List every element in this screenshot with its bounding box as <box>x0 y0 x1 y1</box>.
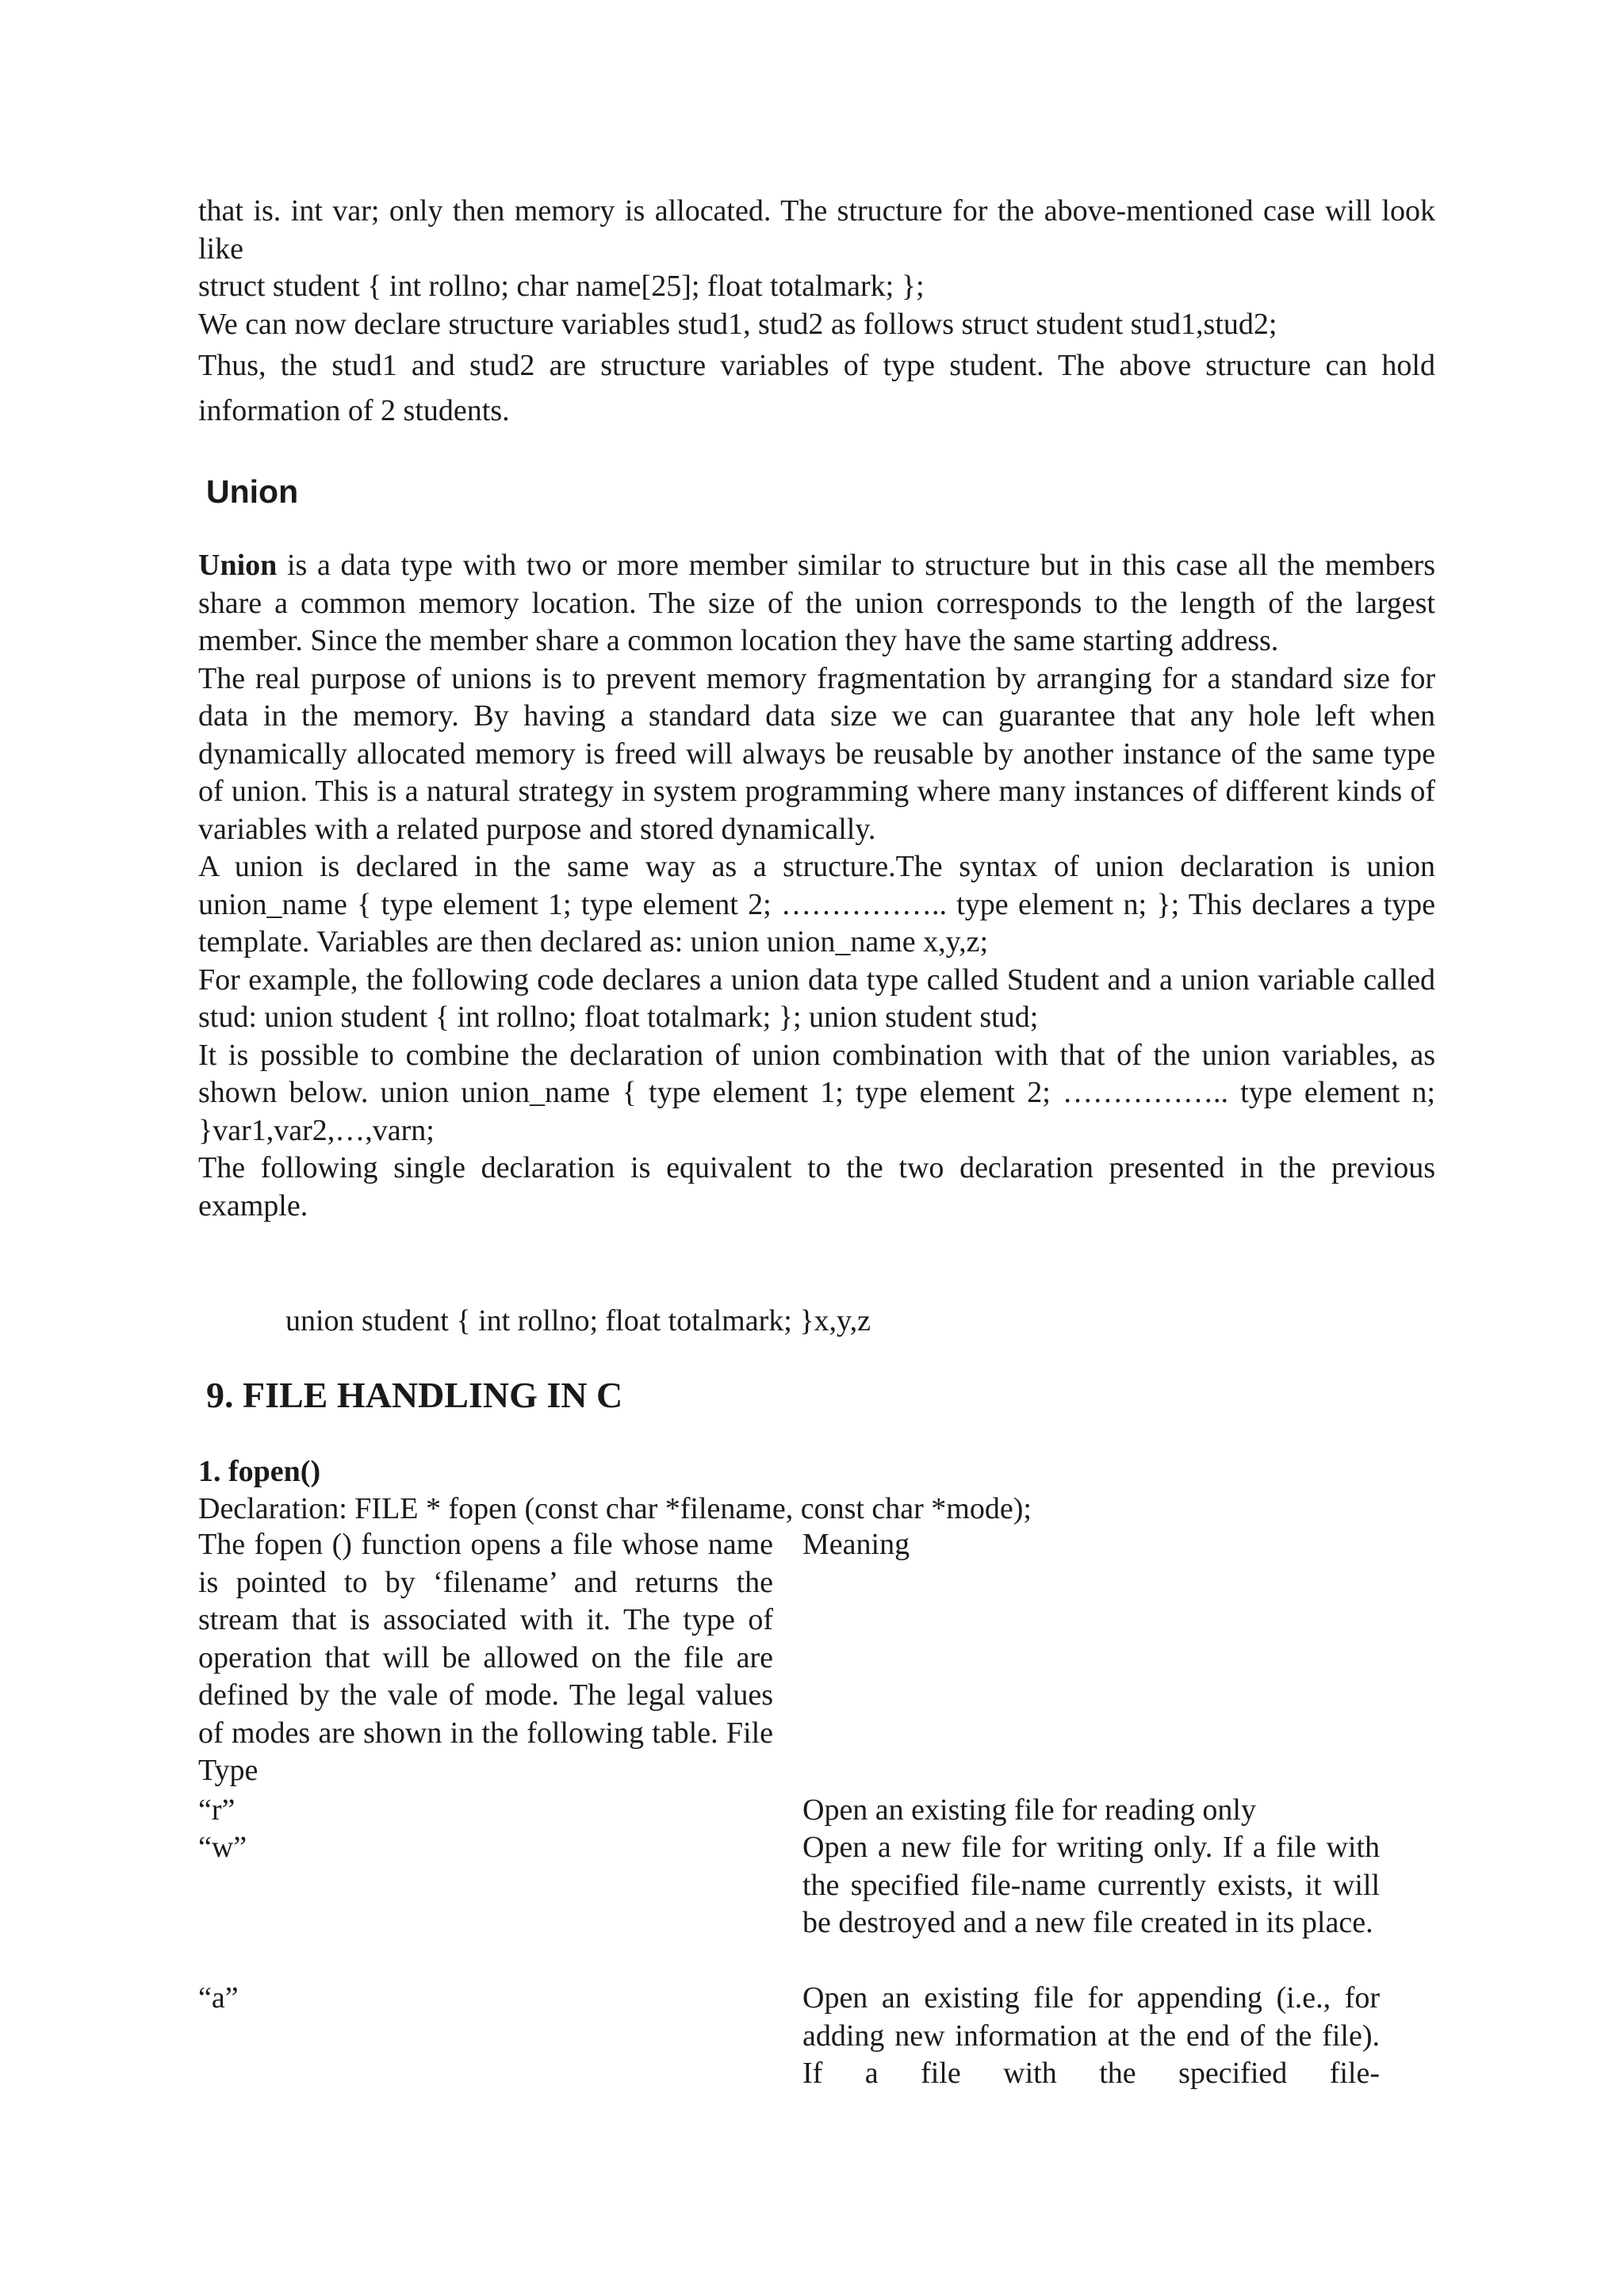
mode-a: “a” <box>198 1981 239 2015</box>
mode-w-meaning: Open a new file for writing only. If a file with the specified file-name currently exists, it will be destroyed and a new file created in its place. <box>802 1831 1380 1939</box>
union-paragraph-6: The following single declaration is equivalent to the two declaration presented in the previous example. <box>198 1151 1435 1223</box>
intro-paragraph-1: that is. int var; only then memory is allocated. The structure for the above-mentioned case will look like <box>198 194 1435 266</box>
union-paragraph-4: For example, the following code declares a union data type called Student and a union variable called stud: union student { int rollno; float totalmark; }; union student stud; <box>198 962 1435 1034</box>
mode-r: “r” <box>198 1793 236 1827</box>
fopen-description: The fopen () function opens a file whose name is pointed to by ‘filename’ and returns the stream that is associated with it. The type of operation that will be allowed on the file are defined by the vale of mode. The legal values of modes are shown in the following table. File Type <box>198 1528 773 1787</box>
mode-r-meaning: Open an existing file for reading only <box>802 1793 1256 1827</box>
union-paragraph-1-text: is a data type with two or more member similar to structure but in this case all the members share a common memory location. The size of the union corresponds to the length of the largest member. Since the member share a common location they have the same starting address. <box>198 549 1435 657</box>
meaning-column-header: Meaning <box>802 1528 910 1561</box>
union-paragraph-3: A union is declared in the same way as a structure.The syntax of union declaration is union union_name { type element 1; type element 2; …………….. type element n; }; This declares a type template. Variables are then declared as: union union_name x,y,z; <box>198 850 1435 959</box>
union-paragraph-1 <box>198 547 1435 660</box>
fopen-declaration: Declaration: FILE * fopen (const char *filename, const char *mode); <box>198 1492 1032 1525</box>
union-code-example: union student { int rollno; float totalmark; }x,y,z <box>285 1304 871 1337</box>
file-handling-heading: 9. FILE HANDLING IN C <box>206 1375 623 1415</box>
union-term: Union <box>198 549 278 582</box>
intro-paragraph-4: Thus, the stud1 and stud2 are structure variables of type student. The above structure can hold information of 2 students. <box>198 349 1435 427</box>
intro-text <box>198 193 1435 434</box>
mode-w: “w” <box>198 1831 247 1864</box>
fopen-subheading: 1. fopen() <box>198 1455 321 1488</box>
union-heading: Union <box>206 473 299 510</box>
intro-struct-code: struct student { int rollno; char name[25]; float totalmark; }; <box>198 270 925 303</box>
union-paragraph-2: The real purpose of unions is to prevent memory fragmentation by arranging for a standard size for data in the memory. By having a standard data size we can guarantee that any hole left when dynamically allocated memory is freed will always be reusable by another instance of the same type of union. This is a natural strategy in system programming where many instances of different kinds of variables with a related purpose and stored dynamically. <box>198 661 1435 846</box>
intro-paragraph-3: We can now declare structure variables stud1, stud2 as follows struct student stud1,stud2; <box>198 307 1277 341</box>
union-paragraph-5: It is possible to combine the declaration of union combination with that of the union variables, as shown below. union union_name { type element 1; type element 2; …………….. type element n; }var1,var2,…,varn; <box>198 1038 1435 1147</box>
union-body <box>198 547 1435 1225</box>
mode-a-meaning: Open an existing file for appending (i.e., for adding new information at the end of the file). If a file with the specified file- <box>802 1981 1380 2090</box>
